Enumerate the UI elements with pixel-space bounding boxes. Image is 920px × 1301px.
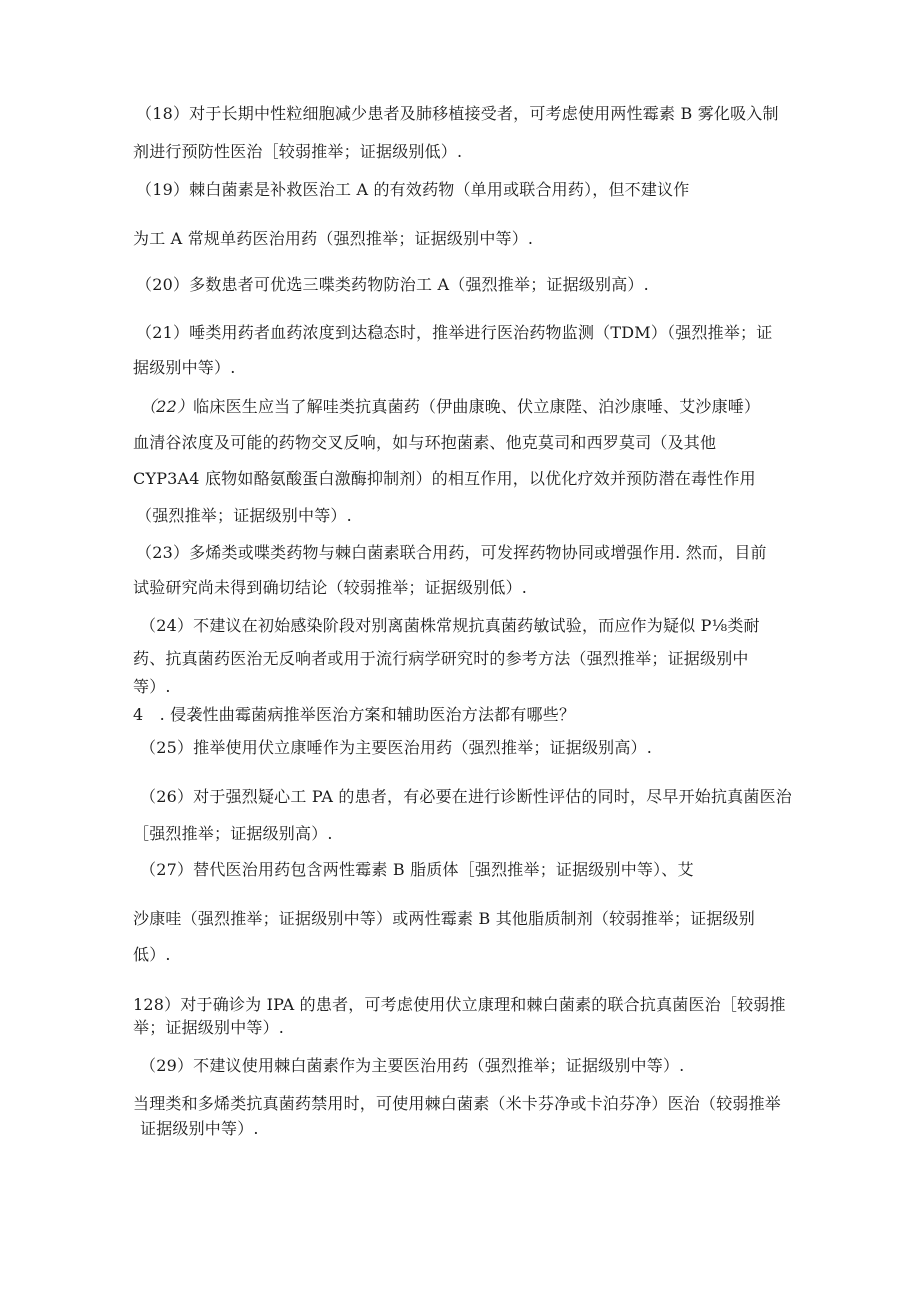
- text-line-18a: （18）对于长期中性粒细胞减少患者及肺移植接受者，可考虑使用两性霉素 B 雾化吸入制: [136, 104, 779, 123]
- text-line-20: （20）多数患者可优选三喋类药物防治工 A（强烈推举；证据级别高）.: [136, 275, 649, 294]
- text-line-24c: 等）.: [133, 677, 171, 696]
- text-line-30a: 当理类和多烯类抗真菌药禁用时，可使用棘白菌素（米卡芬净或卡泊芬净）医治（较弱推举: [133, 1094, 782, 1113]
- text-line-19a: （19）棘白菌素是补救医治工 A 的有效药物（单用或联合用药），但不建议作: [136, 180, 690, 199]
- text-line-24b: 药、抗真菌药医治无反响者或用于流行病学研究时的参考方法（强烈推举；证据级别中: [133, 649, 749, 668]
- text-line-29: （29）不建议使用棘白菌素作为主要医治用药（强烈推举；证据级别中等）.: [140, 1056, 685, 1075]
- text-line-28b: 举；证据级别中等）.: [133, 1018, 285, 1037]
- text-line-21a: （21）唾类用药者血药浓度到达稳态时，推举进行医治药物监测（TDM）（强烈推举；证: [136, 323, 773, 342]
- text-line-19b: 为工 A 常规单药医治用药（强烈推举；证据级别中等）.: [133, 229, 534, 248]
- text-line-22a-wrapper: [140, 396, 760, 418]
- text-line-25: （25）推举使用伏立康唾作为主要医治用药（强烈推举；证据级别高）.: [140, 738, 653, 757]
- text-line-27b: 沙康哇（强烈推举；证据级别中等）或两性霉素 B 其他脂质制剂（较弱推举；证据级别: [133, 909, 755, 928]
- text-line-26b: ［强烈推举；证据级别高）.: [133, 824, 333, 843]
- text-line-24a: （24）不建议在初始感染阶段对别离菌株常规抗真菌药敏试验，而应作为疑似 P⅛类耐: [140, 616, 760, 635]
- text-line-26a: （26）对于强烈疑心工 PA 的患者，有必要在进行诊断性评估的同时，尽早开始抗真菌医治: [140, 787, 792, 806]
- text-line-27c: 低）.: [133, 945, 171, 964]
- text-line-21b: 据级别中等）.: [133, 358, 236, 377]
- text-line-27a: （27）替代医治用药包含两性霉素 B 脂质体［强烈推举；证据级别中等）、艾: [140, 860, 694, 879]
- text-line-22d: （强烈推举；证据级别中等）.: [136, 506, 352, 525]
- text-line-22c: CYP3A4 底物如酪氨酸蛋白激酶抑制剂）的相互作用，以优化疗效并预防潜在毒性作用: [133, 469, 756, 488]
- text-line-22b: 血清谷浓度及可能的药物交叉反响，如与环抱菌素、他克莫司和西罗莫司（及其他: [133, 433, 717, 452]
- text-line-28a: 128）对于确诊为 IPA 的患者，可考虑使用伏立康理和棘白菌素的联合抗真菌医治［较弱推: [133, 995, 786, 1014]
- section-heading-4: 4 . 侵袭性曲霉菌病推举医治方案和辅助医治方法都有哪些？: [133, 705, 576, 724]
- text-line-30b: 证据级别中等）.: [140, 1119, 259, 1138]
- text-line-23a: （23）多烯类或喋类药物与棘白菌素联合用药，可发挥药物协同或增强作用. 然而，目前: [136, 543, 767, 562]
- text-line-22a: 临床医生应当了解哇类抗真菌药（伊曲康晚、伏立康陛、泊沙康唾、艾沙康唾）: [193, 397, 761, 416]
- text-line-18b: 剂进行预防性医治［较弱推举；证据级别低）.: [133, 142, 463, 161]
- text-line-23b: 试验研究尚未得到确切结论（较弱推举；证据级别低）.: [133, 578, 528, 597]
- item-number-22: （22）: [140, 397, 194, 416]
